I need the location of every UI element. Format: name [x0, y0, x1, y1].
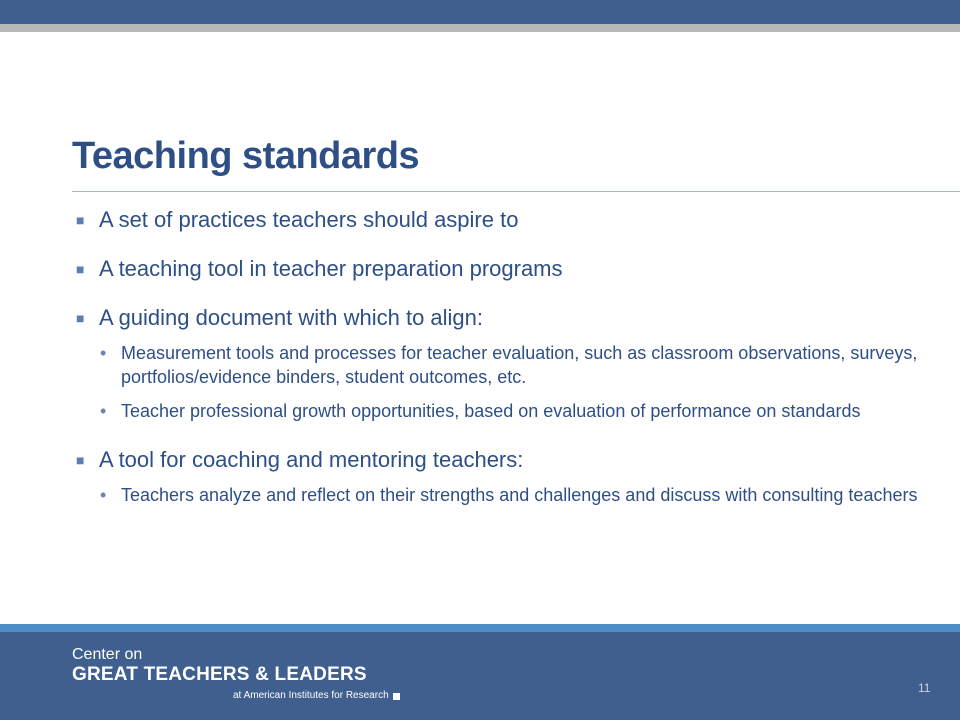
bullet-text: A tool for coaching and mentoring teachers: [99, 447, 524, 472]
sub-bullet-text: Measurement tools and processes for teacher evaluation, such as classroom observations, surveys, portfolios/evidence binders, student outcomes, etc. [121, 343, 918, 387]
bullet-item [76, 303, 940, 333]
logo-line-air-text: at American Institutes for Research [233, 690, 389, 701]
logo-square-icon [393, 693, 400, 700]
header-stripe [0, 24, 960, 32]
dot-bullet-icon: • [100, 485, 107, 505]
square-bullet-icon: ■ [76, 310, 85, 326]
square-bullet-icon: ■ [76, 212, 85, 228]
bullet-list [76, 205, 940, 517]
sub-bullet-item [76, 483, 940, 507]
bullet-item [76, 445, 940, 475]
sub-bullet-item [76, 341, 940, 389]
square-bullet-icon: ■ [76, 261, 85, 277]
logo-line-center-on: Center on [72, 646, 143, 663]
logo-line-air [233, 690, 400, 702]
square-bullet-icon: ■ [76, 452, 85, 468]
slide-number: 11 [918, 681, 931, 695]
bullet-item [76, 205, 940, 235]
title-divider [72, 191, 960, 192]
sub-bullet-text: Teachers analyze and reflect on their strengths and challenges and discuss with consulting teachers [121, 485, 918, 505]
sub-bullet-text: Teacher professional growth opportunities, based on evaluation of performance on standards [121, 401, 861, 421]
logo-line-great-teachers: GREAT TEACHERS & LEADERS [72, 664, 367, 685]
footer-stripe [0, 624, 960, 632]
sub-bullet-item [76, 399, 940, 423]
dot-bullet-icon: • [100, 343, 107, 363]
organization-logo [72, 646, 400, 702]
bullet-item [76, 254, 940, 284]
header-bar [0, 0, 960, 24]
bullet-text: A set of practices teachers should aspire to [99, 207, 519, 232]
slide-title: Teaching standards [72, 135, 420, 177]
dot-bullet-icon: • [100, 401, 107, 421]
bullet-text: A guiding document with which to align: [99, 305, 484, 330]
bullet-text: A teaching tool in teacher preparation programs [99, 256, 563, 281]
